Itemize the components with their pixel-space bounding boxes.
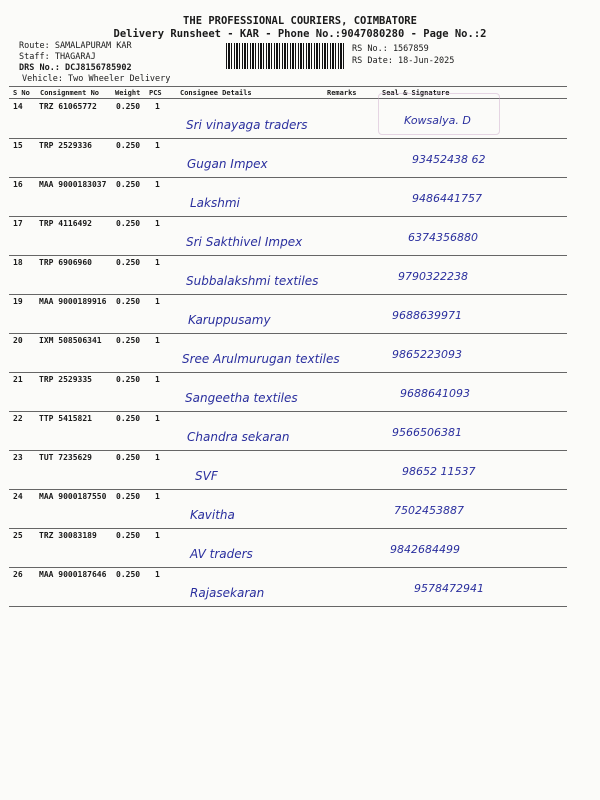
- row-consignment-no: TRZ 61065772: [39, 102, 97, 111]
- col-header-remarks: Remarks: [327, 89, 357, 97]
- row-pcs: 1: [155, 453, 160, 462]
- row-divider: [9, 489, 567, 490]
- row-pcs: 1: [155, 102, 160, 111]
- row-consignee-handwritten: Karuppusamy: [188, 313, 271, 327]
- row-pcs: 1: [155, 492, 160, 501]
- row-signature-handwritten: 9865223093: [392, 348, 462, 361]
- row-consignment-no: MAA 9000187550: [39, 492, 107, 501]
- row-consignment-no: TUT 7235629: [39, 453, 92, 462]
- row-divider: [9, 177, 567, 178]
- runsheet-subtitle: Delivery Runsheet - KAR - Phone No.:9047080280 - Page No.:2: [113, 28, 487, 40]
- col-header-sno: S No: [13, 89, 30, 97]
- row-consignee-handwritten: Sri Sakthivel Impex: [186, 235, 303, 249]
- col-header-weight: Weight: [115, 89, 141, 97]
- row-divider: [9, 372, 567, 373]
- row-signature-handwritten: 9566506381: [392, 426, 462, 439]
- row-weight: 0.250: [116, 180, 141, 189]
- row-consignment-no: TRP 4116492: [39, 219, 92, 228]
- row-consignee-handwritten: Gugan Impex: [187, 157, 268, 171]
- rs-date: RS Date: 18-Jun-2025: [352, 56, 455, 66]
- row-sno: 18: [13, 258, 23, 267]
- col-header-consignment: Consignment No: [40, 89, 100, 97]
- row-consignment-no: TRP 6906960: [39, 258, 92, 267]
- row-divider: [9, 294, 567, 295]
- row-divider: [9, 138, 567, 139]
- row-divider: [9, 255, 567, 256]
- company-title: THE PROFESSIONAL COURIERS, COIMBATORE: [183, 15, 417, 27]
- row-consignment-no: IXM 508506341: [39, 336, 102, 345]
- row-pcs: 1: [155, 180, 160, 189]
- row-sno: 17: [13, 219, 23, 228]
- row-weight: 0.250: [116, 297, 141, 306]
- row-signature-handwritten: 6374356880: [408, 231, 478, 244]
- drs-label: DRS No.: DCJ8156785902: [19, 63, 132, 73]
- barcode: [226, 43, 346, 69]
- row-sno: 24: [13, 492, 23, 501]
- row-consignee-handwritten: Sangeetha textiles: [185, 391, 298, 405]
- row-consignee-handwritten: Sree Arulmurugan textiles: [182, 352, 340, 366]
- staff-label: Staff: THAGARAJ: [19, 52, 96, 62]
- row-pcs: 1: [155, 219, 160, 228]
- row-signature-handwritten: 9790322238: [398, 270, 468, 283]
- row-pcs: 1: [155, 375, 160, 384]
- row-sno: 19: [13, 297, 23, 306]
- row-weight: 0.250: [116, 492, 141, 501]
- row-weight: 0.250: [116, 141, 141, 150]
- row-divider: [9, 567, 567, 568]
- row-pcs: 1: [155, 336, 160, 345]
- row-signature-handwritten: 7502453887: [394, 504, 464, 517]
- vehicle-label: Vehicle: Two Wheeler Delivery: [22, 74, 171, 84]
- row-pcs: 1: [155, 414, 160, 423]
- table-top-border: [9, 86, 567, 87]
- row-consignee-handwritten: Kavitha: [190, 508, 235, 522]
- row-pcs: 1: [155, 297, 160, 306]
- row-consignment-no: MAA 9000189916: [39, 297, 107, 306]
- row-consignee-handwritten: Chandra sekaran: [187, 430, 290, 444]
- row-pcs: 1: [155, 531, 160, 540]
- row-signature-handwritten: 9688641093: [400, 387, 470, 400]
- row-signature-handwritten: 9688639971: [392, 309, 462, 322]
- row-signature-handwritten: 9486441757: [412, 192, 482, 205]
- row-sno: 25: [13, 531, 23, 540]
- row-signature-handwritten: Kowsalya. D: [404, 114, 471, 127]
- row-weight: 0.250: [116, 570, 141, 579]
- row-sno: 21: [13, 375, 23, 384]
- row-pcs: 1: [155, 258, 160, 267]
- row-divider: [9, 333, 567, 334]
- row-consignee-handwritten: Sri vinayaga traders: [186, 118, 308, 132]
- row-consignee-handwritten: SVF: [195, 469, 218, 483]
- row-weight: 0.250: [116, 453, 141, 462]
- row-consignment-no: MAA 9000183037: [39, 180, 107, 189]
- row-divider: [9, 450, 567, 451]
- row-divider: [9, 411, 567, 412]
- row-weight: 0.250: [116, 219, 141, 228]
- col-header-pcs: PCS: [149, 89, 162, 97]
- row-weight: 0.250: [116, 414, 141, 423]
- row-consignment-no: MAA 9000187646: [39, 570, 107, 579]
- col-header-seal: Seal & Signature: [382, 89, 450, 97]
- row-divider: [9, 606, 567, 607]
- row-pcs: 1: [155, 570, 160, 579]
- row-weight: 0.250: [116, 336, 141, 345]
- row-signature-handwritten: 93452438 62: [412, 153, 486, 166]
- row-divider: [9, 216, 567, 217]
- row-weight: 0.250: [116, 258, 141, 267]
- row-sno: 16: [13, 180, 23, 189]
- row-divider: [9, 528, 567, 529]
- row-sno: 23: [13, 453, 23, 462]
- row-consignee-handwritten: Rajasekaran: [190, 586, 265, 600]
- row-consignment-no: TRZ 30083189: [39, 531, 97, 540]
- rs-number: RS No.: 1567859: [352, 44, 429, 54]
- row-sno: 14: [13, 102, 23, 111]
- col-header-consignee: Consignee Details: [180, 89, 252, 97]
- row-sno: 15: [13, 141, 23, 150]
- row-weight: 0.250: [116, 102, 141, 111]
- row-weight: 0.250: [116, 531, 141, 540]
- route-label: Route: SAMALAPURAM KAR: [19, 41, 132, 51]
- row-consignee-handwritten: AV traders: [190, 547, 253, 561]
- row-sno: 20: [13, 336, 23, 345]
- row-pcs: 1: [155, 141, 160, 150]
- row-signature-handwritten: 98652 11537: [402, 465, 476, 478]
- row-weight: 0.250: [116, 375, 141, 384]
- row-consignee-handwritten: Lakshmi: [190, 196, 240, 210]
- row-consignment-no: TRP 2529335: [39, 375, 92, 384]
- row-sno: 26: [13, 570, 23, 579]
- row-consignment-no: TRP 2529336: [39, 141, 92, 150]
- row-consignee-handwritten: Subbalakshmi textiles: [186, 274, 319, 288]
- row-signature-handwritten: 9842684499: [390, 543, 460, 556]
- row-sno: 22: [13, 414, 23, 423]
- row-signature-handwritten: 9578472941: [414, 582, 484, 595]
- row-consignment-no: TTP 5415821: [39, 414, 92, 423]
